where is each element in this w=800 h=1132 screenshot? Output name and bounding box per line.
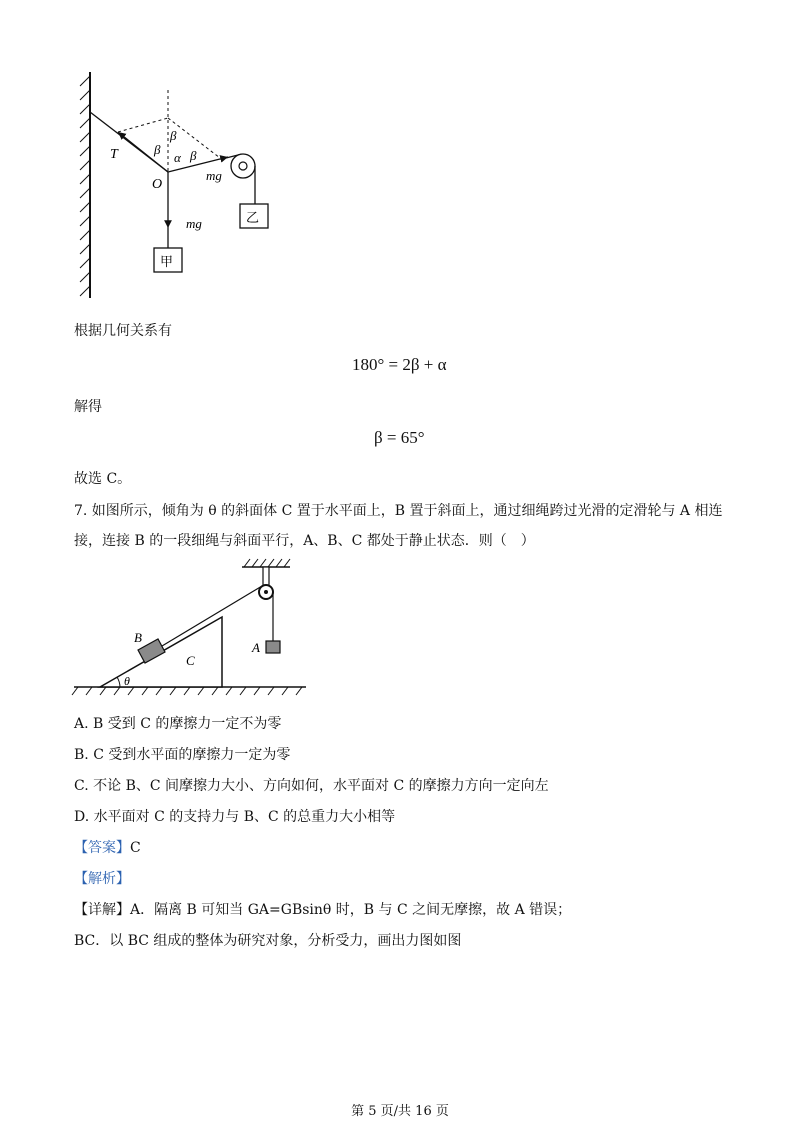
label-theta: θ (124, 674, 130, 688)
detail-tag: 【详解】 (74, 902, 130, 918)
text-solve: 解得 (74, 399, 102, 415)
pulley-axle (264, 590, 268, 594)
answer-value: C (130, 840, 141, 856)
label-mg-down: mg (186, 216, 202, 231)
ceiling-hatching (244, 559, 290, 567)
equation-1: 180° = 2β + α (352, 355, 447, 374)
option-b: B. C 受到水平面的摩擦力一定为零 (74, 747, 291, 763)
answer-tag: 【答案】 (74, 840, 130, 856)
detail-text: A．隔离 B 可知当 GA=GBsinθ 时，B 与 C 之间无摩擦，故 A 错误； (130, 902, 572, 918)
label-jia: 甲 (160, 254, 174, 269)
ground-hatching (72, 687, 302, 695)
bc-text: BC．以 BC 组成的整体为研究对象，分析受力，画出力图如图 (74, 933, 462, 949)
label-beta-left: β (154, 142, 161, 157)
option-c: C. 不论 B、C 间摩擦力大小、方向如何，水平面对 C 的摩擦力方向一定向左 (74, 778, 549, 794)
equation-2: β = 65° (374, 428, 425, 447)
question-7-line2: 接，连接 B 的一段细绳与斜面平行，A、B、C 都处于静止状态．则（ ） (74, 533, 535, 549)
text-geometry: 根据几何关系有 (74, 323, 172, 339)
label-t: T (110, 147, 118, 162)
answer-line (74, 837, 141, 857)
detail-line (74, 899, 571, 919)
analysis-tag: 【解析】 (74, 871, 130, 887)
label-alpha: α (174, 150, 181, 165)
dashed-top-left (118, 118, 168, 132)
option-a: A. B 受到 C 的摩擦力一定不为零 (74, 716, 282, 732)
page-footer: 第 5 页/共 16 页 (351, 1104, 449, 1119)
question-7-line1: 7. 如图所示，倾角为 θ 的斜面体 C 置于水平面上，B 置于斜面上，通过细绳跨过光滑的定滑轮与 A 相连 (74, 503, 723, 519)
wall-hatching (80, 76, 90, 296)
label-c: C (186, 653, 195, 668)
option-d: D. 水平面对 C 的支持力与 B、C 的总重力大小相等 (74, 809, 396, 825)
figure-pulley-diagram (60, 60, 290, 310)
label-beta-top: β (170, 128, 177, 143)
label-a: A (252, 640, 260, 655)
pulley-inner (239, 162, 247, 170)
text-choice: 故选 C。 (74, 471, 132, 487)
label-mg-side: mg (206, 168, 222, 183)
label-beta-right: β (190, 148, 197, 163)
block-a (266, 641, 280, 653)
label-yi: 乙 (246, 210, 260, 225)
label-o: O (152, 177, 163, 192)
figure-incline-diagram (70, 555, 310, 700)
label-b: B (134, 630, 142, 645)
tension-arrow (118, 132, 168, 172)
